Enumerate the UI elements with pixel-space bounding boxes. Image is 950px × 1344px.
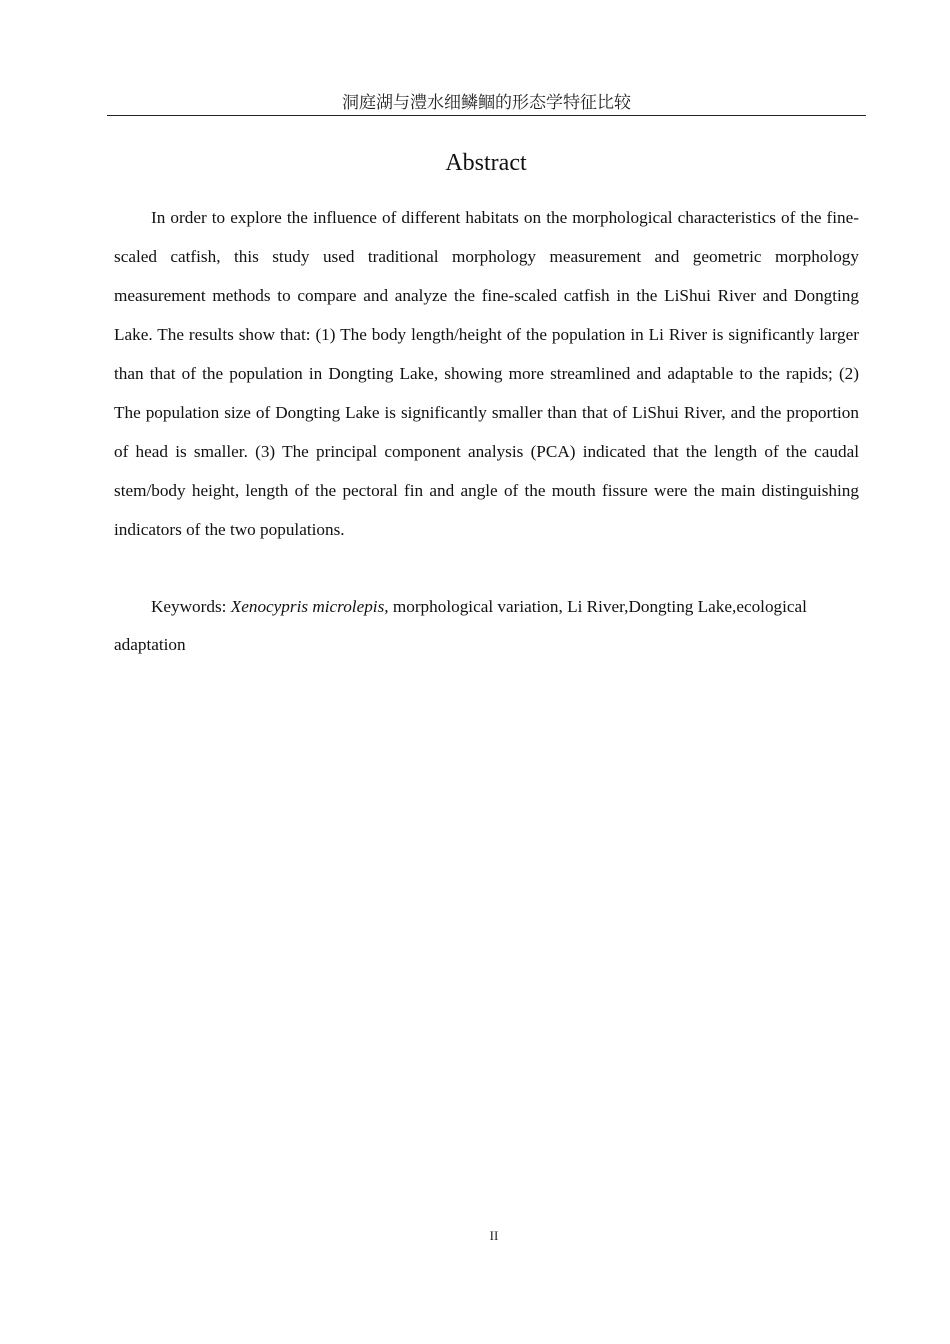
- keywords-species-name: Xenocypris microlepis,: [230, 597, 389, 616]
- abstract-body: In order to explore the influence of different habitats on the morphological characteristics of the fine-scaled catfish, this study used traditional morphology measurement and geometric morphology measurement methods to compare and analyze the fine-scaled catfish in the LiShui River and Dongting Lake. The results show that: (1) The body length/height of the population in Li River is significantly larger than that of the population in Dongting Lake, showing more streamlined and adaptable to the rapids; (2) The population size of Dongting Lake is significantly smaller than that of LiShui River, and the proportion of head is smaller. (3) The principal component analysis (PCA) indicated that the length of the caudal stem/body height, length of the pectoral fin and angle of the mouth fissure were the main distinguishing indicators of the two populations.: [114, 208, 859, 539]
- running-header: 洞庭湖与澧水细鳞鲴的形态学特征比较: [107, 92, 866, 116]
- keywords-list: morphological variation, Li River,Dongting Lake,ecological adaptation: [114, 597, 807, 654]
- abstract-heading: Abstract: [445, 150, 527, 176]
- page-number: II: [489, 1228, 499, 1243]
- keywords-label: Keywords:: [151, 597, 231, 616]
- keywords-line: [114, 588, 814, 664]
